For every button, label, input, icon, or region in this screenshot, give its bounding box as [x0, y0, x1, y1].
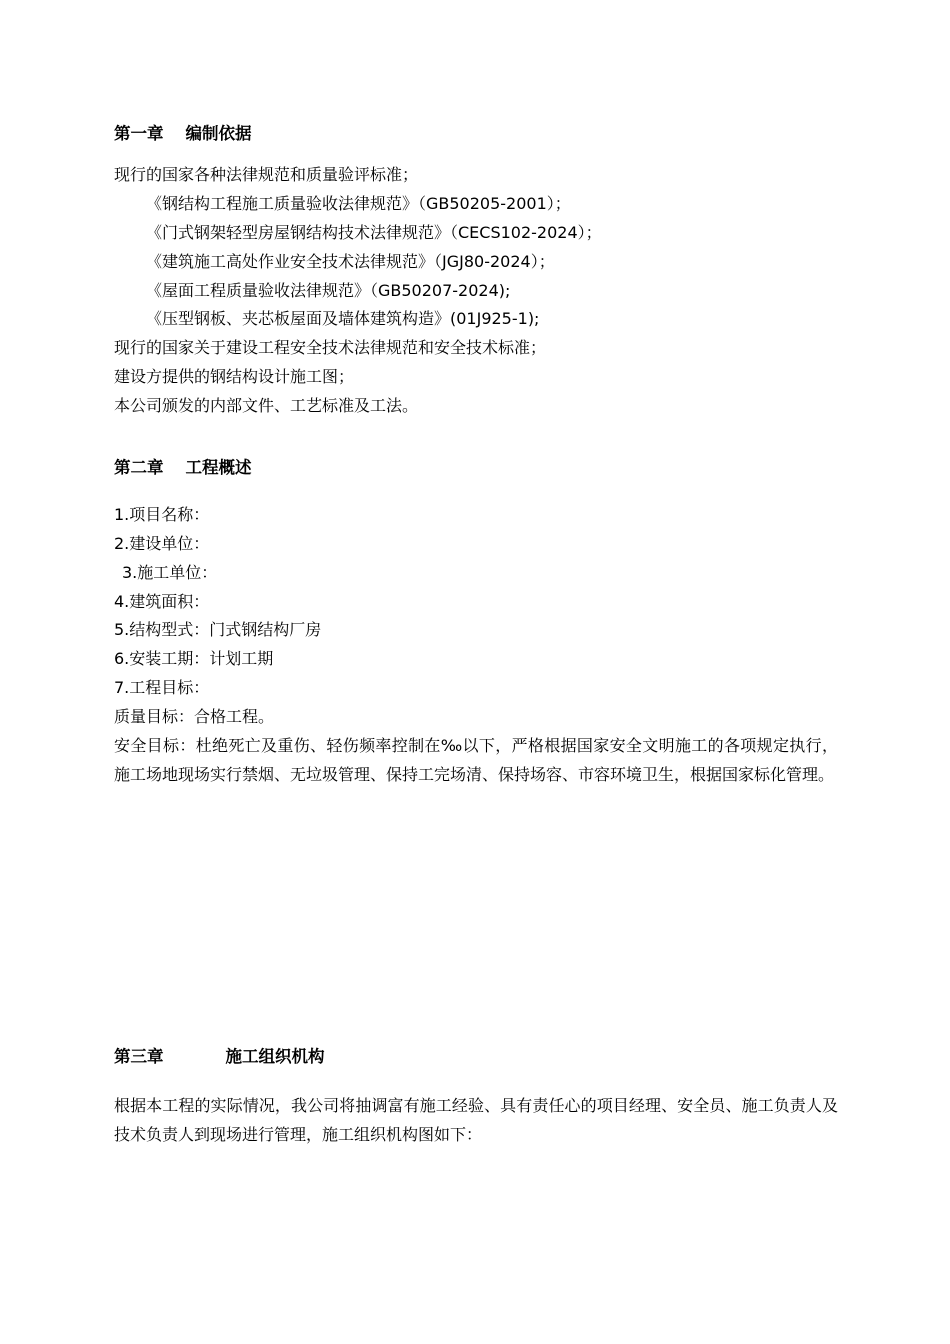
basis-line-1: 现行的国家各种法律规范和质量验评标准； [114, 165, 419, 184]
basis-line-8: 建设方提供的钢结构设计施工图； [114, 367, 355, 386]
basis-line-3: 《门式钢架轻型房屋钢结构技术法律规范》（CECS102-2024）； [146, 223, 602, 242]
chapter-3-title: 施工组织机构 [225, 1047, 325, 1066]
basis-line-2: 《钢结构工程施工质量验收法律规范》（GB50205-2001）； [146, 194, 571, 213]
safety-target-paragraph: 安全目标：杜绝死亡及重伤、轻伤频率控制在‰以下，严格根据国家安全文明施工的各项规定执行，施工场地现场实行禁烟、无垃圾管理、保持工完场清、保持场容、市容环境卫生，根据国家标化管理。 [114, 736, 838, 784]
chapter-2-title: 工程概述 [185, 458, 252, 477]
chapter-1-title: 编制依据 [185, 124, 252, 143]
overview-item-4: 4.建筑面积： [114, 592, 210, 611]
overview-item-2: 2.建设单位： [114, 534, 210, 553]
organization-paragraph: 根据本工程的实际情况，我公司将抽调富有施工经验、具有责任心的项目经理、安全员、施工负责人及技术负责人到现场进行管理，施工组织机构图如下： [114, 1096, 838, 1144]
chapter-3-number: 第三章 [114, 1047, 164, 1066]
overview-item-1: 1.项目名称： [114, 505, 210, 524]
basis-line-9: 本公司颁发的内部文件、工艺标准及工法。 [114, 396, 419, 415]
chapter-1-number: 第一章 [114, 124, 164, 143]
chapter-1-heading [114, 123, 252, 145]
chapter-3-heading [114, 1046, 325, 1068]
chapter-2-number: 第二章 [114, 458, 164, 477]
chapter-2-heading [114, 457, 252, 479]
overview-item-3: 3.施工单位： [122, 563, 218, 582]
quality-target: 质量目标：合格工程。 [114, 707, 275, 726]
overview-item-7: 7.工程目标： [114, 678, 210, 697]
basis-line-4: 《建筑施工高处作业安全技术法律规范》（JGJ80-2024）； [146, 252, 555, 271]
basis-line-5: 《屋面工程质量验收法律规范》（GB50207-2024); [146, 281, 511, 300]
overview-item-5: 5.结构型式：门式钢结构厂房 [114, 620, 322, 639]
basis-line-7: 现行的国家关于建设工程安全技术法律规范和安全技术标准； [114, 338, 547, 357]
basis-line-6: 《压型钢板、夹芯板屋面及墙体建筑构造》(01J925-1); [146, 309, 540, 328]
overview-item-6: 6.安装工期：计划工期 [114, 649, 274, 668]
